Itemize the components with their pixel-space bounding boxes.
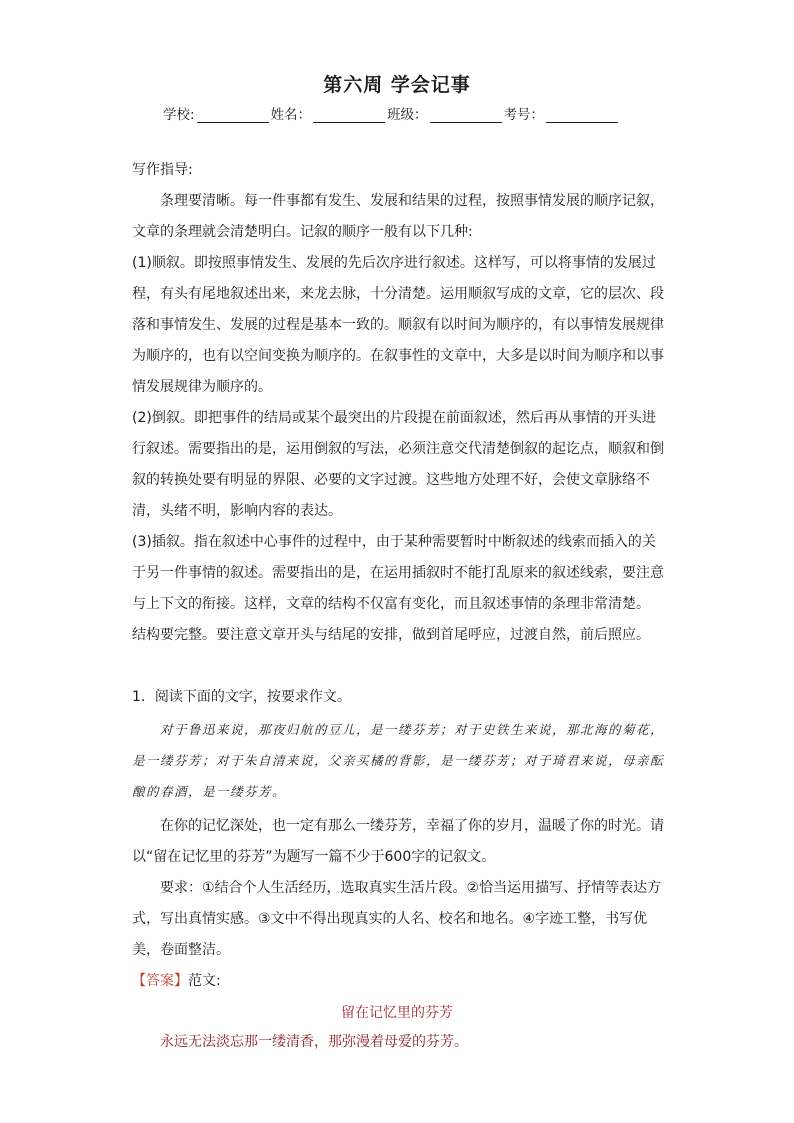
essay-first-line: 永远无法淡忘那一缕清香，那弥漫着母爱的芬芳。 <box>160 1034 468 1050</box>
guide-item-flashback: (2)倒叙。即把事件的结局或某个最突出的片段提在前面叙述，然后再从事情的开头进行叙述。需要指出的是，运用倒叙的写法，必须注意交代清楚倒叙的起讫点，顺叙和倒叙的转换处要有明显的界限、必要的文字过渡。这些地方处理不好，会使文章脉络不清，头绪不明，影响内容的表达。 <box>132 410 664 519</box>
exam-no-label: 考号： <box>503 107 545 123</box>
question-quote: 对于鲁迅来说，那夜归航的豆儿，是一缕芬芳；对于史铁生来说，那北海的菊花，是一缕芬芳；对于朱自清来说，父亲买橘的背影，是一缕芬芳；对于琦君来说，母亲酝酿的春酒，是一缕芬芳。 <box>132 722 665 799</box>
guide-intro: 条理要清晰。每一件事都有发生、发展和结果的过程，按照事情发展的顺序记叙，文章的条理就会清楚明白。记叙的顺序一般有以下几种: <box>132 193 664 240</box>
guide-item-interpolation: (3)插叙。指在叙述中心事件的过程中，由于某种需要暂时中断叙述的线索而插入的关于另一件事情的叙述。需要指出的是，在运用插叙时不能打乱原来的叙述线索，要注意与上下文的衔接。这样，文章的结构不仅富有变化，而且叙述事情的条理非常清楚。 <box>132 534 664 612</box>
class-blank[interactable] <box>430 107 502 123</box>
question-stem: 1．阅读下面的文字，按要求作文。 <box>132 689 351 705</box>
answer-tag: 【答案】 <box>132 973 188 989</box>
school-blank[interactable] <box>197 107 269 123</box>
student-info-line <box>163 103 620 123</box>
name-blank[interactable] <box>313 107 385 123</box>
answer-label: 范文: <box>188 973 221 989</box>
school-label: 学校: <box>163 107 195 123</box>
guide-heading: 写作指导: <box>132 162 193 178</box>
page-title: 第六周 学会记事 <box>323 74 471 96</box>
exam-no-blank[interactable] <box>546 107 618 123</box>
question-prompt: 在你的记忆深处，也一定有那么一缕芬芳，幸福了你的岁月，温暖了你的时光。请以“留在记忆里的芬芳”为题写一篇不少于600字的记叙文。 <box>132 818 664 865</box>
essay-title: 留在记忆里的芬芳 <box>341 1005 453 1021</box>
answer-line <box>132 969 221 993</box>
name-label: 姓名： <box>270 107 312 123</box>
guide-structure: 结构要完整。要注意文章开头与结尾的安排，做到首尾呼应，过渡自然，前后照应。 <box>132 627 650 643</box>
class-label: 班级： <box>387 107 428 123</box>
question-requirements: 要求：①结合个人生活经历，选取真实生活片段。②恰当运用描写、抒情等表达方式，写出真情实感。③文中不得出现真实的人名、校名和地名。④字迹工整，书写优美，卷面整洁。 <box>132 880 662 958</box>
guide-item-sequential: (1)顺叙。即按照事情发生、发展的先后次序进行叙述。这样写，可以将事情的发展过程，有头有尾地叙述出来，来龙去脉，十分清楚。运用顺叙写成的文章，它的层次、段落和事情发生、发展的过程是基本一致的。顺叙有以时间为顺序的，有以事情发展规律为顺序的，也有以空间变换为顺序的。在叙事性的文章中，大多是以时间为顺序和以事情发展规律为顺序的。 <box>132 255 664 395</box>
